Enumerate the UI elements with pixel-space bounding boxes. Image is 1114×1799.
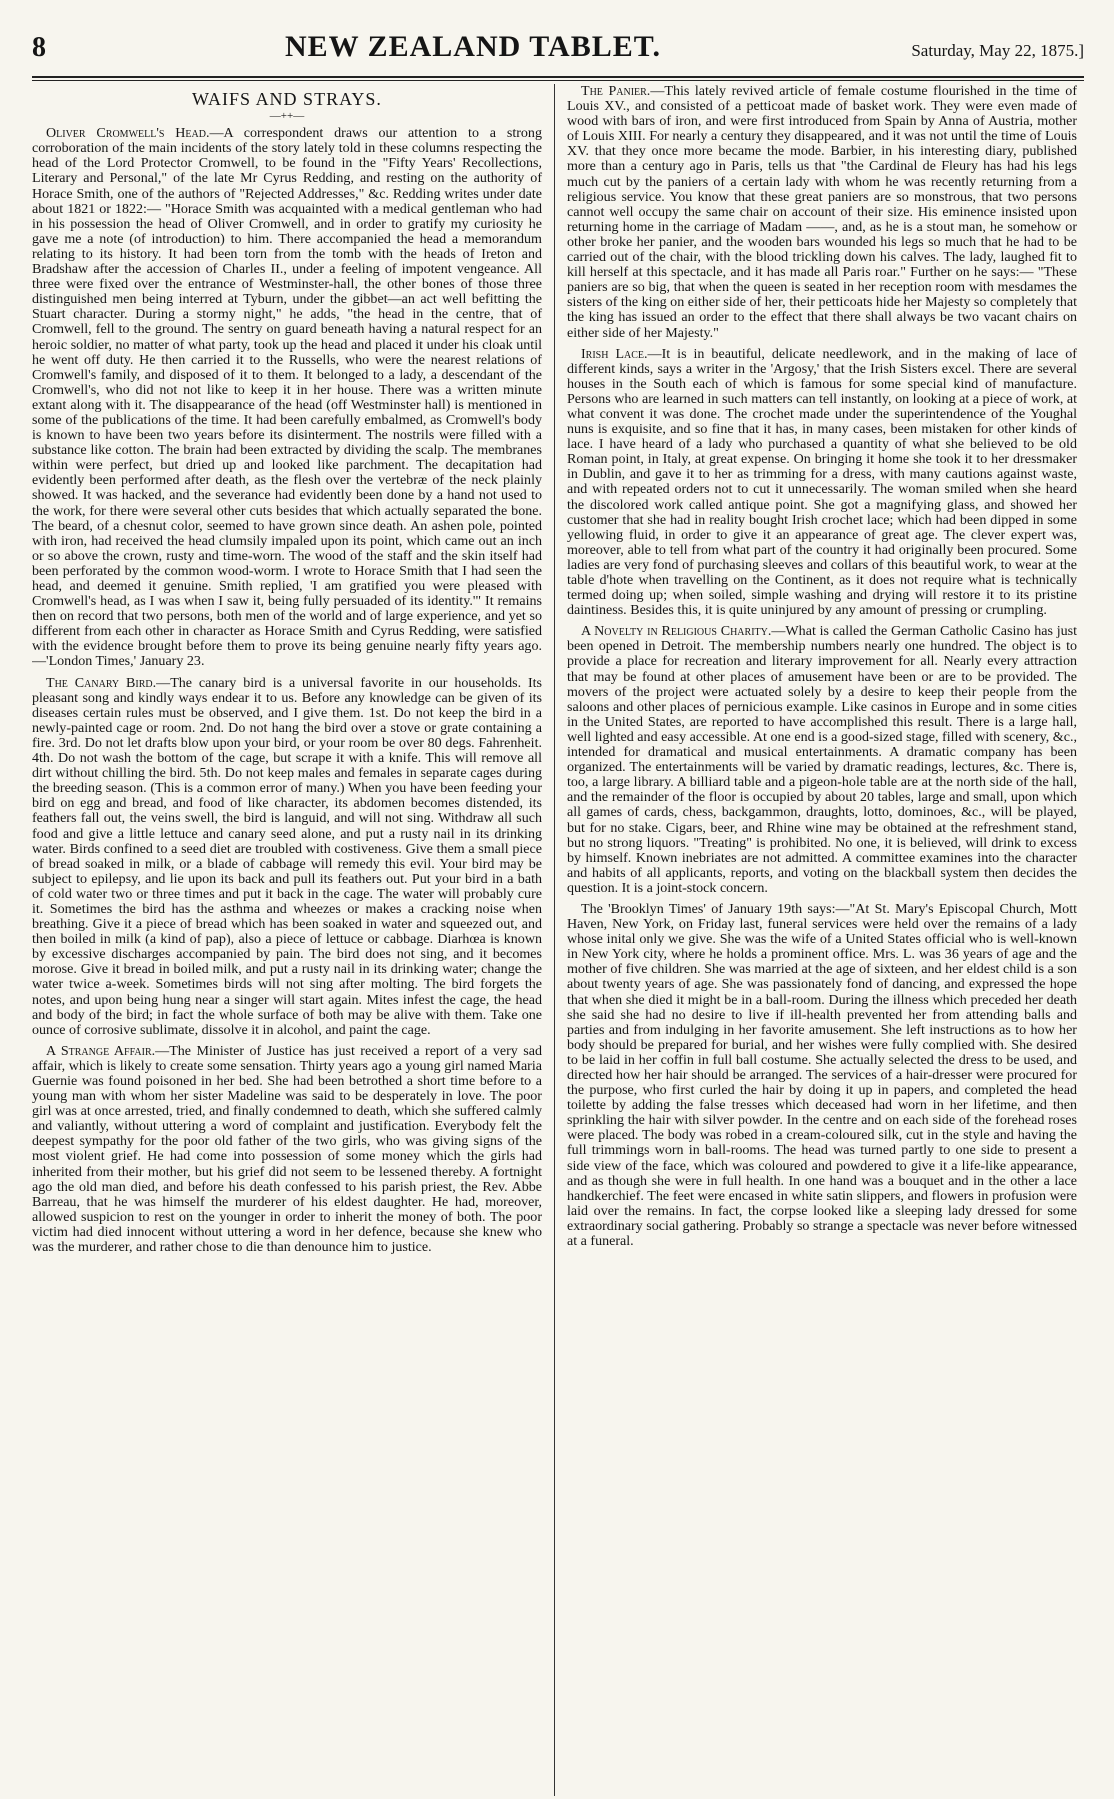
left-column <box>32 84 554 1796</box>
masthead <box>32 30 1084 74</box>
masthead-rule <box>32 76 1084 81</box>
article-novelty <box>567 624 1077 896</box>
issue-date: Saturday, May 22, 1875.] <box>911 41 1084 60</box>
article-body: —It is in beautiful, delicate needlework, and in the making of lace of different kinds, says a writer in the 'Argosy,' that the Irish Sisters excel. There are several houses in the South each of which is famous for some special kind of manufacture. Persons who are learned in such matters can tell instantly, on looking at a piece of work, at what convent it was done. The crochet made under the superintendence of the Youghal nuns is exquisite, and so fine that it has, in many cases, been mistaken for other kinds of lace. I have heard of a lady who purchased a quantity of what she believed to be old Roman point, in Italy, at great expense. On bringing it home she took it to her dressmaker in Dublin, and gave it to her as trimming for a dress, with many cautions against waste, and with repeated orders not to cut it unnecessarily. The woman smiled when she heard the discolored work called antique point. She got a magnifying glass, and showed her customer that she had in reality bought Irish crochet lace; which had been dipped in some yellowing fluid, in order to give it an appearance of great age. The clever expert was, moreover, able to tell from what part of the country it had originally been procured. Some ladies are very fond of purchasing sleeves and collars of this beautiful work, to wear at the table d'hote when travelling on the Continent, as it does not require what is technically termed doing up; when soiled, simple washing and drying will restore it to its pristine daintiness. Besides this, it is quite uninjured by any amount of pressing or crumpling. <box>567 345 1077 619</box>
article-strange-affair <box>32 1044 542 1255</box>
article-heading: A Strange Affair. <box>46 1042 156 1059</box>
article-heading: Oliver Cromwell's Head. <box>46 125 210 142</box>
article-heading: The Panier. <box>581 84 651 99</box>
article-body: —A correspondent draws our attention to a strong corroboration of the main incidents of the story lately told in these columns respecting the head of the Lord Protector Cromwell, to be found in the "Fifty Years' Recollections, Literary and Personal," of the late Mr Cyrus Redding, and resting on the authority of Horace Smith, one of the authors of "Rejected Addresses," &c. Redding writes under date about 1821 or 1822:— "Horace Smith was acquainted with a medical gentleman who had in his possession the head of Oliver Cromwell, and in order to gratify my curiosity he gave me a note (of introduction) to him. There accompanied the head a memorandum relating to its history. It had been torn from the tomb with the heads of Ireton and Bradshaw after the accession of Charles II., under a feeling of impotent vengeance. All three were fixed over the entrance of Westminster-hall, the other bones of those three distinguished men being interred at Tyburn, under the gibbet—an act well befitting the Stuart character. During a stormy night," he adds, "the head in the centre, that of Cromwell, fell to the ground. The sentry on guard beneath having a natural respect for an heroic soldier, no matter of what party, took up the head and placed it under his cloak until he went off duty. He then carried it to the Russells, who were the nearest relations of Cromwell's family, and disposed of it to them. It belonged to a lady, a descendant of the Cromwell's, who did not not like to keep it in her house. There was a written minute extant along with it. The disappearance of the head (off Westminster hall) is mentioned in some of the publications of the time. It had been carefully embalmed, as Cromwell's body is known to have been two years before its disinterment. The nostrils were filled with a substance like cotton. The brain had been extracted by dividing the scalp. The membranes within were perfect, but dried up and looked like parchment. The decapitation had evidently been performed after death, as the flesh over the vertebræ of the neck plainly showed. It was hacked, and the severance had evidently been done by a hand not used to the work, for there were several other cuts besides that which actually separated the bone. The beard, of a chesnut color, seemed to have grown since death. An ashen pole, pointed with iron, had received the head clumsily impaled upon its point, which came out an inch or so above the crown, rusty and time-worn. The wood of the staff and the skin itself had been perforated by the common wood-worm. I wrote to Horace Smith that I had seen the head, and deemed it genuine. Smith replied, 'I am gratified you were pleased with Cromwell's head, as I was when I saw it, being fully persuaded of its identity.'" It remains then on record that two persons, both men of the world and of large experience, and yet so different from each other in character as Horace Smith and Cyrus Redding, were satisfied with the evidence brought before them to prove its being genuine nearly fifty years ago.—'London Times,' January 23. <box>32 125 542 670</box>
newspaper-title: NEW ZEALAND TABLET. <box>284 30 662 63</box>
section-title: WAIFS AND STRAYS. <box>192 89 382 109</box>
article-heading: A Novelty in Religious Charity. <box>581 623 772 640</box>
article-body: The 'Brooklyn Times' of January 19th says:—"At St. Mary's Episcopal Church, Mott Haven, New York, on Friday last, funeral services were held over the remains of a lady whose inital only we give. She was the wife of a United States official who is well-known in New York city, where he holds a prominent office. Mrs. L. was 36 years of age and the mother of five children. She was married at the age of sixteen, and her eldest child is a son about twenty years of age. She was passionately fond of dancing, and expressed the hope that when she died it might be in a ball-room. During the illness which preceded her death she said she had no desire to live if ill-health prevented her from attending balls and parties and from indulging in her favorite amusement. She left instructions as to how her body should be prepared for burial, and her wishes were fully complied with. She desired to be laid in her coffin in full ball costume. She actually selected the dress to be used, and directed how her hair should be arranged. The services of a hair-dresser were procured for the purpose, who first curled the hair by doing it up in papers, and completed the head toilette by adding the false tresses which deceased had worn in her lifetime, and then sprinkling the hair with silver powder. In the centre and on each side of the forehead roses were placed. The body was robed in a cream-coloured silk, cut in the style and having the full trimmings worn in ball-rooms. The head was turned partly to one side to present a side view of the face, which was coloured and powdered to give it a life-like appearance, and as though she were in full health. In one hand was a bouquet and in the other a lace handkerchief. The feet were encased in white satin slippers, and flowers in profusion were laid over the remains. In fact, the corpse looked like a sleeping lady dressed for some extraordinary social gathering. Probably so strange a spectacle was never before witnessed at a funeral. <box>567 900 1077 1250</box>
article-columns <box>32 84 1084 1796</box>
article-body: —What is called the German Catholic Casino has just been opened in Detroit. The membership numbers nearly one hundred. The object is to provide a place for recreation and literary improvement for all. Nearly every attraction that may be found at other places of amusement have been or are to be provided. The movers of the project were actuated solely by a desire to keep their people from the saloons and other places of pernicious example. Like casinos in Europe and in some cities in the United States, are reported to have accomplished this result. There is a large hall, well lighted and easy accessible. At one end is a good-sized stage, filled with scenery, &c., intended for dramatical and musical entertainments. A dramatic company has been organized. The entertainments will be varied by dramatic readings, lectures, &c. There is, too, a large library. A billiard table and a pigeon-hole table are at the north side of the hall, and the remainder of the floor is occupied by about 20 tables, large and small, upon which all games of cards, chess, backgammon, draughts, lotto, dominoes, &c., will be played, but for no stake. Cigars, beer, and Rhine wine may be obtained at the refreshment stand, but no strong liquors. "Treating" is prohibited. No one, it is believed, will drink to excess by himself. Known inebriates are not admitted. A committee examines into the character and habits of all applicants, reports, and voting on the blackball system then decides the question. It is a joint-stock concern. <box>567 623 1077 896</box>
section-ornament: —++— <box>269 110 305 123</box>
article-body: —This lately revived article of female costume flourished in the time of Louis XV., and consisted of a petticoat made of basket work. They were even made of wood with bars of iron, and were first introduced from Spain by Anna of Austria, mother of Louis XIII. For nearly a century they disappeared, and it was not until the time of Louis XV. that they once more became the mode. Barbier, in his interesting diary, published more than a century ago in Paris, tells us that "the Cardinal de Fleury has had his legs much cut by the paniers of a certain lady with whom he was recently returning from a religious service. You know that these great paniers are so monstrous, that two persons cannot well occupy the same chair on account of their size. His eminence insisted upon returning home in the carriage of Madam ——, and, as he is a stout man, he somehow or other broke her panier, and the wooden bars wounded his legs so much that he had to be carried out of the chair, with the blood trickling down his calves. The lady, laughed fit to kill herself at this spectacle, and it has made all Paris roar." Further on he says:— "These paniers are so big, that when the queen is seated in her reception room with mesdames the sisters of the king on either side of her, their petticoats hide her Majesty so completely that the king has issued an order to the effect that there shall always be two vacant chairs on either side of her Majesty." <box>567 84 1077 341</box>
article-heading: The Canary Bird. <box>46 674 157 691</box>
article-irish-lace <box>567 347 1077 619</box>
article-heading: Irish Lace. <box>581 345 648 362</box>
page-number: 8 <box>32 32 46 63</box>
article-body: —The Minister of Justice has just received a report of a very sad affair, which is likely to create some sensation. Thirty years ago a young girl named Maria Guernie was found poisoned in her bed. She had been betrothed a short time before to a young man with whom her sister Madeline was said to be desperately in love. The poor girl was at once arrested, tried, and finally condemned to death, which she suffered calmly and valiantly, without uttering a word of complaint and justification. Everybody felt the deepest sympathy for the poor old father of the two girls, who was giving signs of the most violent grief. He had come into possession of some money which the girls had inherited from their mother, but his grief did not seem to be lessened thereby. A fortnight ago the old man died, and before his death confessed to his parish priest, the Rev. Abbe Barreau, that he was himself the murderer of his eldest daughter. He had, moreover, allowed suspicion to rest on the younger in order to inherit the money of both. The poor victim had died innocent without uttering a word in her defence, because she knew who was the murderer, and rather chose to die than denounce him to justice. <box>32 1042 542 1256</box>
article-panier <box>567 84 1077 341</box>
article-canary <box>32 676 542 1038</box>
article-body: —The canary bird is a universal favorite in our households. Its pleasant song and kindly ways endear it to us. Before any knowledge can be given of its diseases certain rules must be observed, and I give them. 1st. Do not keep the bird in a newly-painted cage or room. 2nd. Do not hang the bird over a stove or grate containing a fire. 3rd. Do not let drafts blow upon your bird, or your room be over 80 degs. Fahrenheit. 4th. Do not wash the bottom of the cage, but scrape it with a knife. This will remove all dirt without chilling the bird. 5th. Do not keep males and females in separate cages during the breeding season. (This is a common error of many.) When you have been feeding your bird on egg and bread, and food of like character, its abdomen becomes distended, its feathers fall out, the veins swell, the bird is languid, and will not sing. Withdraw all such food and give a little lettuce and canary seed alone, and put a rusty nail in its drinking water. Birds confined to a seed diet are troubled with costiveness. Give them a small piece of bread soaked in milk, or a blade of cabbage will remedy this evil. Your bird may be subject to epilepsy, and lie upon its back and pull its feathers out. Put your bird in a bath of cold water two or three times and put it back in the cage. The water will probably cure it. Sometimes the bird has the asthma and wheezes or makes a cracking noise when breathing. Give it a piece of bread which has been soaked in water and squeezed out, and then boiled in milk (a kind of pap), also a piece of lettuce or cabbage. Diarhœa is known by excessive discharges accompanied by pain. The bird does not sing, and it becomes morose. Give it bread in boiled milk, and put a rusty nail in its drinking water; change the water twice a-week. Sometimes birds will not sing after molting. The bird forgets the notes, and upon being hung near a singer will start again. Mites infest the cage, the head and body of the bird; in fact the whole surface of both may be alive with them. Take one ounce of corrosive sublimate, dissolve it in alcohol, and paint the cage. <box>32 674 542 1038</box>
article-cromwell <box>32 126 542 669</box>
article-brooklyn <box>567 902 1077 1249</box>
right-column <box>555 84 1077 1796</box>
